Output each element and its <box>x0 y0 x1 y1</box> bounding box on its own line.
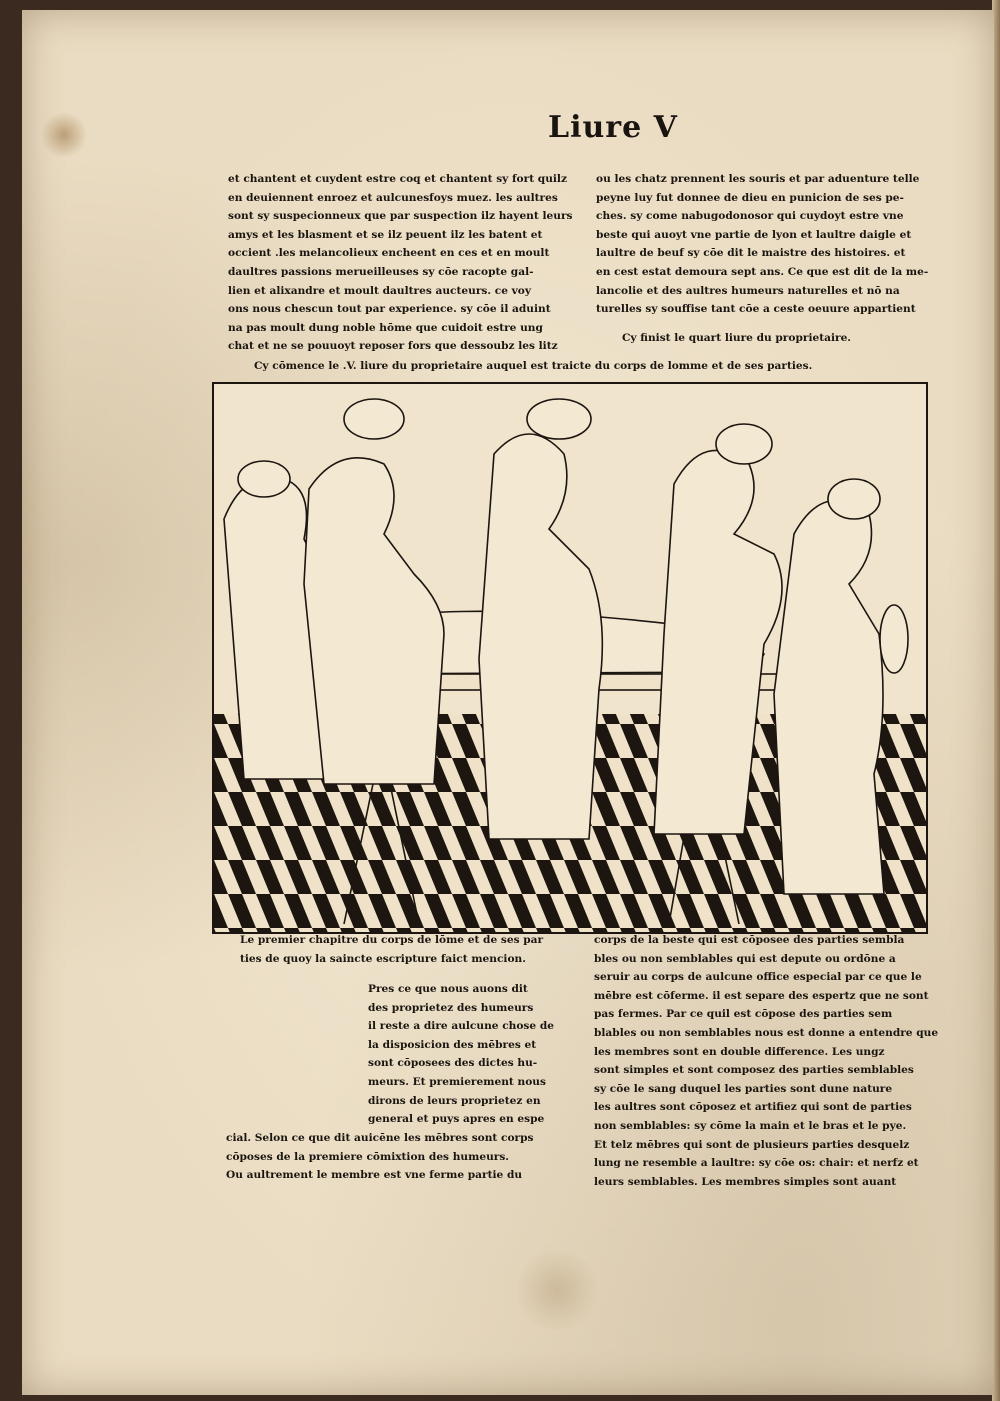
text-line: les aultres sont cōposez et artifiez qui sont de parties <box>594 1101 912 1114</box>
text-line: il reste a dire aulcune chose de <box>368 1020 554 1033</box>
text-line: lancolie et des aultres humeurs naturelles et nō na <box>596 284 900 297</box>
text-line: daultres passions merueilleuses sy cōe racopte gal- <box>228 265 534 278</box>
text-line: corps de la beste qui est cōposee des parties sembla <box>594 934 905 946</box>
text-line: sont sy suspecionneux que par suspection ilz hayent leurs <box>228 210 573 223</box>
text-line: leurs semblables. Les membres simples sont auant <box>594 1175 897 1188</box>
text-line: cōposes de la premiere cōmixtion des humeurs. <box>226 1150 510 1163</box>
text-line: sont simples et sont composez des parties semblables <box>594 1064 914 1077</box>
text-line: sont cōposees des dictes hu- <box>368 1057 538 1070</box>
bottom-right-column <box>594 931 938 1191</box>
text-line: general et puys apres en espe <box>368 1113 545 1126</box>
text-line: turelles sy souffise tant cōe a ceste oeuure appartient <box>596 303 916 316</box>
text-line: Ou aultrement le membre est vne ferme partie du <box>226 1169 523 1182</box>
running-heading: Liure V <box>548 110 678 145</box>
stain <box>512 1250 602 1330</box>
text-line: pas fermes. Par ce quil est cōpose des parties sem <box>594 1008 893 1021</box>
text-line: meurs. Et premierement nous <box>368 1075 546 1088</box>
text-line: chat et ne se pouuoyt reposer fors que dessoubz les litz <box>228 340 558 353</box>
chapter-intro-line: Cy cōmence le .V. liure du proprietaire auquel est traicte du corps de lomme et de ses parties. <box>254 360 813 372</box>
text-line: ou les chatz prennent les souris et par aduenture telle <box>596 173 920 185</box>
text-line: amys et les blasment et se ilz peuent ilz les batent et <box>228 228 543 241</box>
text-line: la disposicion des mēbres et <box>368 1038 537 1051</box>
text-line: mēbre est cōferme. il est separe des espertz que ne sont <box>594 989 929 1002</box>
bottom-left-column <box>226 1129 533 1185</box>
text-line: lung ne resemble a laultre: sy cōe os: chair: et nerfz et <box>594 1157 919 1170</box>
dissection-scene <box>214 384 926 932</box>
text-line: na pas moult dung noble hōme que cuidoit estre ung <box>228 321 543 334</box>
text-line: et chantent et cuydent estre coq et chantent sy fort quilz <box>228 173 567 185</box>
text-line: des proprietez des humeurs <box>368 1001 534 1014</box>
stain <box>42 110 86 160</box>
text-line: dirons de leurs proprietez en <box>368 1094 541 1107</box>
book-end-line: Cy finist le quart liure du proprietaire. <box>622 332 851 344</box>
text-line: occient .les melancolieux encheent en ces et en moult <box>228 247 550 260</box>
text-line: non semblables: sy cōme la main et le bras et le pye. <box>594 1119 907 1132</box>
text-line: sy cōe le sang duquel les parties sont dune nature <box>594 1082 893 1095</box>
heading-line: Le premier chapitre du corps de lōme et de ses par <box>240 934 544 946</box>
top-left-column <box>228 170 572 356</box>
text-line: peyne luy fut donnee de dieu en punicion de ses pe- <box>596 191 904 204</box>
text-line: les membres sont en double difference. Les ungz <box>594 1045 885 1058</box>
text-line: cial. Selon ce que dit auicēne les mēbres sont corps <box>226 1132 534 1144</box>
top-right-column <box>596 170 928 319</box>
text-line: ches. sy come nabugodonosor qui cuydoyt estre vne <box>596 210 904 223</box>
text-line: ons nous chescun tout par experience. sy cōe il aduint <box>228 303 551 316</box>
text-line: Pres ce que nous auons dit <box>368 983 528 995</box>
text-line: beste qui auoyt vne partie de lyon et laultre daigle et <box>596 228 912 241</box>
chapter-heading <box>240 931 543 968</box>
text-line: en cest estat demoura sept ans. Ce que est dit de la me- <box>596 265 929 278</box>
text-line: laultre de beuf sy cōe dit le maistre des histoires. et <box>596 247 906 260</box>
text-line: Et telz mēbres qui sont de plusieurs parties desquelz <box>594 1138 910 1151</box>
text-line: blables ou non semblables nous est donne a entendre que <box>594 1026 939 1039</box>
drop-cap-paragraph <box>368 980 554 1129</box>
heading-line: ties de quoy la saincte escripture faict mencion. <box>240 952 526 965</box>
woodcut-illustration <box>212 382 928 934</box>
text-line: en deuiennent enroez et aulcunesfoys muez. les aultres <box>228 191 558 204</box>
text-line: seruir au corps de aulcune office especial par ce que le <box>594 971 922 984</box>
drop-cap-space <box>350 980 370 1000</box>
text-line: lien et alixandre et moult daultres aucteurs. ce voy <box>228 284 532 297</box>
text-line: bles ou non semblables qui est depute ou ordōne a <box>594 952 896 965</box>
